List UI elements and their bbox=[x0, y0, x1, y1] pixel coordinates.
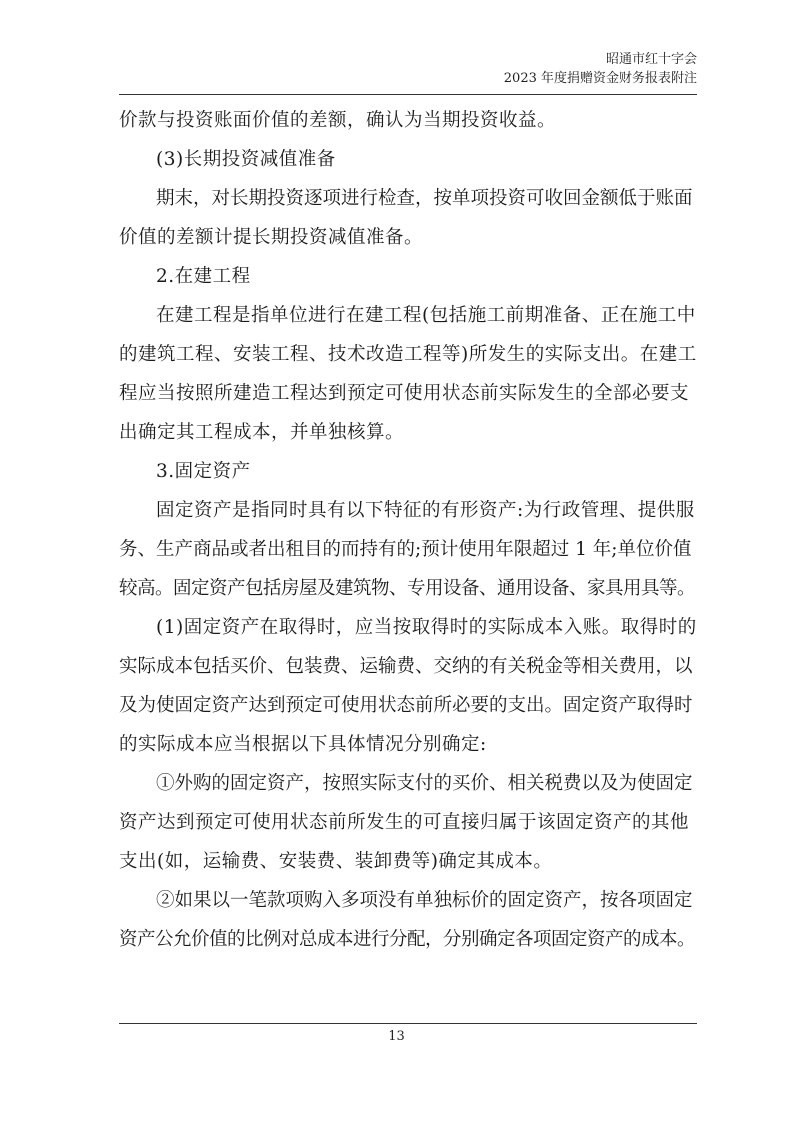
text-line: 资产公允价值的比例对总成本进行分配，分别确定各项固定资产的成本。 bbox=[119, 929, 696, 950]
text-line: 固定资产是指同时具有以下特征的有形资产:为行政管理、提供服 bbox=[156, 500, 695, 521]
text-line: 及为使固定资产达到预定可使用状态前所必要的支出。固定资产取得时 bbox=[119, 695, 693, 716]
text-line: 资产达到预定可使用状态前所发生的可直接归属于该固定资产的其他 bbox=[119, 812, 690, 833]
footer-divider bbox=[119, 1023, 697, 1024]
text-line: 较高。固定资产包括房屋及建筑物、专用设备、通用设备、家具用具等。 bbox=[119, 578, 696, 599]
text-line: 期末，对长期投资逐项进行检查，按单项投资可收回金额低于账面 bbox=[156, 188, 693, 209]
document-body bbox=[119, 101, 697, 959]
header-org: 昭通市红十字会 bbox=[605, 52, 697, 67]
text-line: 价值的差额计提长期投资减值准备。 bbox=[119, 227, 424, 248]
text-line: (1)固定资产在取得时，应当按取得时的实际成本入账。取得时的 bbox=[156, 617, 697, 638]
text-line: 在建工程是指单位进行在建工程(包括施工前期准备、正在施工中 bbox=[156, 305, 696, 326]
section-heading: 3.固定资产 bbox=[156, 461, 251, 482]
header-divider bbox=[119, 94, 697, 95]
text-line: 价款与投资账面价值的差额，确认为当期投资收益。 bbox=[119, 110, 557, 131]
text-line: 实际成本包括买价、包装费、运输费、交纳的有关税金等相关费用，以 bbox=[119, 656, 693, 677]
text-line: 出确定其工程成本，并单独核算。 bbox=[119, 422, 405, 443]
text-line: 程应当按照所建造工程达到预定可使用状态前实际发生的全部必要支 bbox=[119, 383, 690, 404]
header-doc-title: 2023 年度捐赠资金财务报表附注 bbox=[503, 71, 697, 86]
text-line: 的建筑工程、安装工程、技术改造工程等)所发生的实际支出。在建工 bbox=[119, 344, 697, 365]
text-line: 的实际成本应当根据以下具体情况分别确定: bbox=[119, 734, 487, 755]
page-header bbox=[504, 50, 697, 88]
text-line: 务、生产商品或者出租目的而持有的;预计使用年限超过 1 年;单位价值 bbox=[119, 539, 692, 560]
text-line: 支出(如，运输费、安装费、装卸费等)确定其成本。 bbox=[119, 851, 553, 872]
text-line: ②如果以一笔款项购入多项没有单独标价的固定资产，按各项固定 bbox=[156, 890, 693, 911]
subsection-heading: (3)长期投资减值准备 bbox=[156, 149, 336, 170]
text-line: ①外购的固定资产，按照实际支付的买价、相关税费以及为使固定 bbox=[156, 773, 693, 794]
page-number: 13 bbox=[388, 1029, 405, 1044]
section-heading: 2.在建工程 bbox=[156, 266, 251, 287]
